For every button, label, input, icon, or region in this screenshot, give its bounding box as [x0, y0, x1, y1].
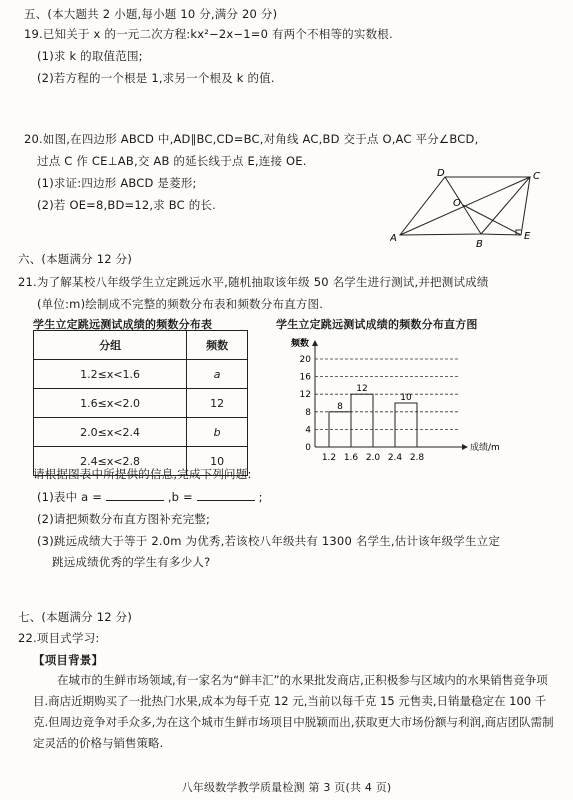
label-a: A [390, 233, 397, 244]
q21-part3-line1: (3)跳远成绩大于等于 2.0m 为优秀,若该校八年级共有 1300 名学生,估计该年级学生立定 [37, 534, 501, 548]
q21-part2: (2)请把频数分布直方图补充完整; [37, 512, 211, 526]
q19-part1: (1)求 k 的取值范围; [37, 49, 143, 63]
q21-part1-prefix: (1)表中 a = [37, 490, 103, 504]
q19-part2: (2)若方程的一个根是 1,求另一个根及 k 的值. [37, 71, 275, 85]
x-axis-arrow [462, 444, 468, 450]
page-footer: 八年级数学教学质量检测 第 3 页(共 4 页) [181, 781, 392, 794]
x-tick-label: 2.0 [365, 453, 381, 462]
y-tick-label: 8 [305, 407, 311, 418]
rhombus-figure [390, 165, 540, 250]
label-c: C [533, 171, 540, 182]
label-o: O [453, 198, 461, 209]
table-row [34, 418, 248, 447]
project-background-text: 在城市的生鲜市场领域,有一家名为“鲜丰汇”的水果批发商店,正积极参与区域内的水果销售竞争项目.商店近期购买了一批热门水果,成本为每千克 12 元,当前以每千克 15 元售卖,日销量稳定在 100 千克.但周边竞争对手众多,为在这个城市生鲜市场项目中脱颖而出,获取更大市场份额与利润,商店团队需制定灵活的价格与销售策略. [33, 673, 554, 750]
table-cell-frequency: a [187, 360, 248, 389]
histogram-bar [351, 394, 373, 447]
table-cell-group: 1.2≤x<1.6 [34, 360, 187, 389]
histogram-title: 学生立定跳远测试成绩的频数分布直方图 [276, 318, 478, 331]
label-b: B [476, 239, 483, 250]
y-axis-arrow [312, 340, 318, 346]
q20-stem-line1: 20.如图,在四边形 ABCD 中,AD∥BC,CD=BC,对角线 AC,BD 交于点 O,AC 平分∠BCD, [24, 132, 479, 146]
frequency-table [33, 330, 248, 476]
table-cell-group: 2.4≤x<2.8 [34, 447, 187, 476]
y-tick-label: 16 [299, 372, 311, 383]
bar-value-label: 8 [337, 401, 343, 412]
bar-value-label: 10 [400, 393, 412, 403]
histogram-bar [395, 403, 417, 447]
section7-heading: 七、(本题满分 12 分) [18, 610, 133, 624]
q21-stem-line2: (单位:m)绘制成不完整的频数分布表和频数分布直方图. [37, 297, 324, 311]
section5-heading: 五、(本大题共 2 小题,每小题 10 分,满分 20 分) [24, 7, 278, 21]
project-background-title: 【项目背景】 [33, 653, 104, 667]
answer-blank-b[interactable] [197, 490, 255, 501]
y-tick-label: 20 [299, 355, 311, 365]
answer-blank-a[interactable] [106, 490, 164, 501]
table-cell-group: 1.6≤x<2.0 [34, 389, 187, 418]
q21-part1-mid: ,b = [167, 490, 193, 504]
q20-part2: (2)若 OE=8,BD=12,求 BC 的长. [37, 198, 217, 212]
q20-stem-line2: 过点 C 作 CE⊥AB,交 AB 的延长线于点 E,连接 OE. [37, 154, 307, 168]
histogram-chart [285, 332, 560, 462]
x-tick-label: 2.4 [387, 453, 403, 462]
table-header-group: 分组 [34, 331, 187, 360]
table-cell-group: 2.0≤x<2.4 [34, 418, 187, 447]
y-tick-label: 4 [305, 425, 311, 436]
q21-part1-end: ; [258, 490, 263, 504]
x-tick-label: 1.2 [321, 453, 337, 462]
label-d: D [437, 168, 445, 179]
y-axis-label: 频数 [291, 339, 310, 349]
x-axis-label: 成绩/m [470, 443, 500, 453]
q22-stem: 22.项目式学习: [18, 631, 100, 645]
q21-part1 [37, 489, 263, 505]
table-row [34, 389, 248, 418]
bar-value-label: 12 [356, 384, 368, 395]
x-tick-label: 2.8 [409, 453, 425, 462]
table-cell-frequency: 12 [187, 389, 248, 418]
y-tick-label: 0 [305, 443, 311, 453]
table-row [34, 360, 248, 389]
table-title: 学生立定跳远测试成绩的频数分布表 [33, 318, 213, 331]
q20-part1: (1)求证:四边形 ABCD 是菱形; [37, 176, 197, 190]
y-tick-label: 12 [299, 390, 311, 401]
q21-part3-line2: 跳远成绩优秀的学生有多少人? [52, 555, 211, 569]
q21-instruction: 请根据图表中所提供的信息,完成下列问题: [33, 467, 252, 481]
x-tick-label: 1.6 [343, 453, 359, 462]
section6-heading: 六、(本题满分 12 分) [18, 252, 133, 266]
label-e: E [524, 231, 531, 242]
table-header-frequency: 频数 [187, 331, 248, 360]
table-cell-frequency: 10 [187, 447, 248, 476]
q21-stem-line1: 21.为了解某校八年级学生立定跳远水平,随机抽取该年级 50 名学生进行测试,并把测试成绩 [18, 275, 489, 289]
table-cell-frequency: b [187, 418, 248, 447]
q19-stem: 19.已知关于 x 的一元二次方程:kx²−2x−1=0 有两个不相等的实数根. [24, 27, 393, 41]
